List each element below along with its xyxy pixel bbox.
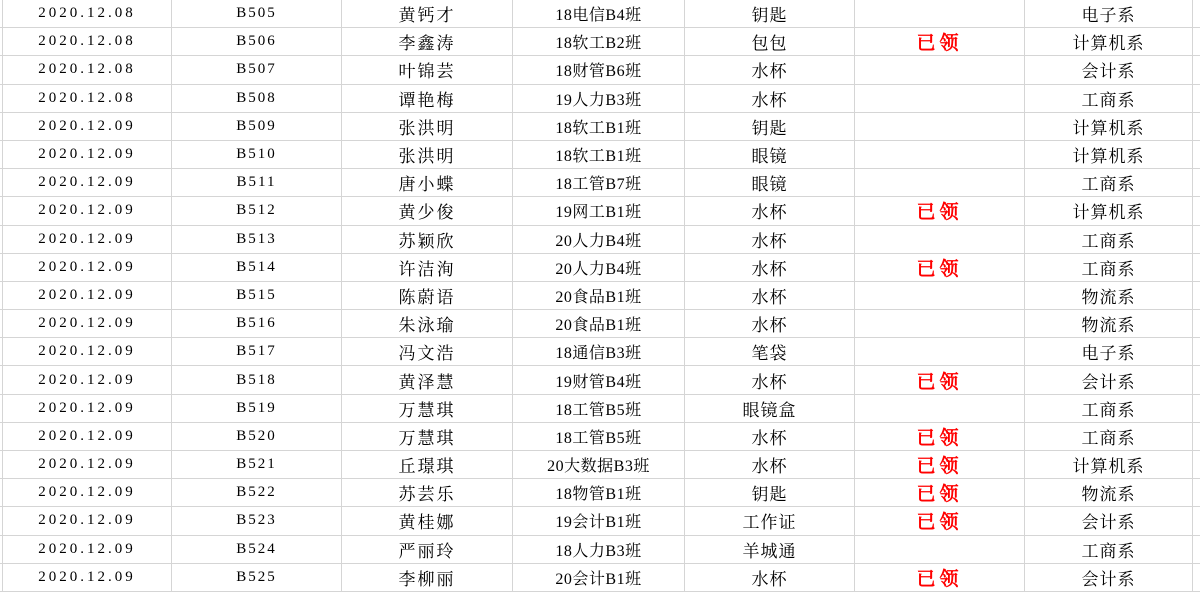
edge-sliver-cell <box>1193 28 1200 55</box>
cell-department[interactable]: 电子系 <box>1025 0 1193 27</box>
cell-name[interactable]: 黄钙才 <box>342 0 513 27</box>
cell-claim-status[interactable] <box>855 0 1025 27</box>
cell-id[interactable]: B507 <box>172 56 342 83</box>
cell-name[interactable]: 叶锦芸 <box>342 56 513 83</box>
cell-class[interactable]: 18软工B1班 <box>513 141 685 168</box>
cell-department[interactable]: 会计系 <box>1025 366 1193 393</box>
cell-item[interactable]: 水杯 <box>685 226 855 253</box>
cell-date[interactable]: 2020.12.09 <box>3 113 172 140</box>
cell-item[interactable]: 眼镜盒 <box>685 395 855 422</box>
cell-item[interactable]: 钥匙 <box>685 113 855 140</box>
cell-id[interactable]: B513 <box>172 226 342 253</box>
cell-department[interactable]: 计算机系 <box>1025 451 1193 478</box>
edge-sliver-cell <box>1193 113 1200 140</box>
cell-claim-status[interactable] <box>855 56 1025 83</box>
cell-name[interactable]: 张洪明 <box>342 113 513 140</box>
cell-department[interactable]: 工商系 <box>1025 395 1193 422</box>
cell-item[interactable]: 包包 <box>685 28 855 55</box>
cell-item[interactable]: 水杯 <box>685 254 855 281</box>
edge-sliver-cell <box>1193 254 1200 281</box>
cell-item[interactable]: 水杯 <box>685 564 855 591</box>
cell-department[interactable]: 物流系 <box>1025 310 1193 337</box>
cell-id[interactable]: B514 <box>172 254 342 281</box>
cell-claim-status[interactable] <box>855 282 1025 309</box>
cell-class[interactable]: 18电信B4班 <box>513 0 685 27</box>
cell-item[interactable]: 水杯 <box>685 56 855 83</box>
cell-department[interactable]: 计算机系 <box>1025 141 1193 168</box>
cell-id[interactable]: B512 <box>172 197 342 224</box>
cell-claim-status[interactable]: 已领 <box>855 451 1025 478</box>
table-row <box>0 197 1200 225</box>
cell-claim-status[interactable]: 已领 <box>855 479 1025 506</box>
cell-claim-status[interactable]: 已领 <box>855 197 1025 224</box>
cell-claim-status[interactable] <box>855 113 1025 140</box>
cell-claim-status[interactable]: 已领 <box>855 507 1025 534</box>
cell-name[interactable]: 冯文浩 <box>342 338 513 365</box>
cell-department[interactable]: 工商系 <box>1025 254 1193 281</box>
cell-name[interactable]: 唐小蝶 <box>342 169 513 196</box>
table-row <box>0 56 1200 84</box>
edge-sliver-cell <box>1193 338 1200 365</box>
table-row <box>0 423 1200 451</box>
cell-item[interactable]: 水杯 <box>685 197 855 224</box>
cell-date[interactable]: 2020.12.09 <box>3 536 172 563</box>
cell-name[interactable]: 苏颖欣 <box>342 226 513 253</box>
table-row <box>0 169 1200 197</box>
cell-item[interactable]: 笔袋 <box>685 338 855 365</box>
cell-id[interactable]: B515 <box>172 282 342 309</box>
edge-sliver-cell <box>1193 536 1200 563</box>
cell-date[interactable]: 2020.12.09 <box>3 423 172 450</box>
table-row <box>0 479 1200 507</box>
table-row <box>0 338 1200 366</box>
cell-department[interactable]: 电子系 <box>1025 338 1193 365</box>
cell-date[interactable]: 2020.12.09 <box>3 254 172 281</box>
cell-department[interactable]: 物流系 <box>1025 479 1193 506</box>
cell-date[interactable]: 2020.12.09 <box>3 197 172 224</box>
table-row <box>0 85 1200 113</box>
cell-claim-status[interactable] <box>855 395 1025 422</box>
cell-name[interactable]: 黄泽慧 <box>342 366 513 393</box>
cell-class[interactable]: 20人力B4班 <box>513 254 685 281</box>
cell-department[interactable]: 计算机系 <box>1025 197 1193 224</box>
cell-date[interactable]: 2020.12.09 <box>3 282 172 309</box>
cell-department[interactable]: 工商系 <box>1025 423 1193 450</box>
cell-class[interactable]: 20会计B1班 <box>513 564 685 591</box>
cell-id[interactable]: B506 <box>172 28 342 55</box>
cell-department[interactable]: 工商系 <box>1025 85 1193 112</box>
cell-date[interactable]: 2020.12.08 <box>3 28 172 55</box>
cell-name[interactable]: 严丽玲 <box>342 536 513 563</box>
edge-sliver-cell <box>1193 0 1200 27</box>
cell-name[interactable]: 万慧琪 <box>342 423 513 450</box>
cell-department[interactable]: 会计系 <box>1025 564 1193 591</box>
cell-date[interactable]: 2020.12.09 <box>3 564 172 591</box>
cell-item[interactable]: 水杯 <box>685 310 855 337</box>
table-row <box>0 366 1200 394</box>
cell-department[interactable]: 计算机系 <box>1025 113 1193 140</box>
cell-department[interactable]: 会计系 <box>1025 507 1193 534</box>
cell-item[interactable]: 钥匙 <box>685 0 855 27</box>
table-row <box>0 113 1200 141</box>
cell-claim-status[interactable]: 已领 <box>855 423 1025 450</box>
cell-id[interactable]: B523 <box>172 507 342 534</box>
cell-claim-status[interactable] <box>855 169 1025 196</box>
cell-id[interactable]: B519 <box>172 395 342 422</box>
cell-item[interactable]: 眼镜 <box>685 141 855 168</box>
cell-item[interactable]: 钥匙 <box>685 479 855 506</box>
cell-name[interactable]: 许洁洵 <box>342 254 513 281</box>
cell-date[interactable]: 2020.12.09 <box>3 338 172 365</box>
cell-name[interactable]: 朱泳瑜 <box>342 310 513 337</box>
table-row <box>0 507 1200 535</box>
cell-id[interactable]: B522 <box>172 479 342 506</box>
table-row <box>0 28 1200 56</box>
cell-date[interactable]: 2020.12.08 <box>3 0 172 27</box>
cell-name[interactable]: 李鑫涛 <box>342 28 513 55</box>
cell-id[interactable]: B505 <box>172 0 342 27</box>
cell-class[interactable]: 18人力B3班 <box>513 536 685 563</box>
edge-sliver-cell <box>1193 226 1200 253</box>
cell-claim-status[interactable] <box>855 85 1025 112</box>
table-row <box>0 141 1200 169</box>
edge-sliver-cell <box>1193 169 1200 196</box>
cell-class[interactable]: 18工管B5班 <box>513 423 685 450</box>
cell-department[interactable]: 工商系 <box>1025 536 1193 563</box>
cell-id[interactable]: B509 <box>172 113 342 140</box>
cell-class[interactable]: 20食品B1班 <box>513 310 685 337</box>
cell-claim-status[interactable] <box>855 141 1025 168</box>
cell-name[interactable]: 李柳丽 <box>342 564 513 591</box>
cell-name[interactable]: 陈蔚语 <box>342 282 513 309</box>
cell-id[interactable]: B518 <box>172 366 342 393</box>
cell-date[interactable]: 2020.12.09 <box>3 141 172 168</box>
cell-name[interactable]: 万慧琪 <box>342 395 513 422</box>
table-row <box>0 395 1200 423</box>
cell-department[interactable]: 物流系 <box>1025 282 1193 309</box>
cell-item[interactable]: 水杯 <box>685 366 855 393</box>
cell-date[interactable]: 2020.12.09 <box>3 226 172 253</box>
cell-id[interactable]: B521 <box>172 451 342 478</box>
cell-class[interactable]: 18软工B1班 <box>513 113 685 140</box>
cell-date[interactable]: 2020.12.09 <box>3 507 172 534</box>
cell-claim-status[interactable] <box>855 310 1025 337</box>
cell-date[interactable]: 2020.12.09 <box>3 479 172 506</box>
edge-sliver-cell <box>1193 366 1200 393</box>
cell-class[interactable]: 20人力B4班 <box>513 226 685 253</box>
cell-class[interactable]: 19财管B4班 <box>513 366 685 393</box>
table-row <box>0 0 1200 28</box>
cell-date[interactable]: 2020.12.09 <box>3 395 172 422</box>
cell-id[interactable]: B508 <box>172 85 342 112</box>
cell-department[interactable]: 工商系 <box>1025 226 1193 253</box>
edge-sliver-cell <box>1193 564 1200 591</box>
cell-name[interactable]: 张洪明 <box>342 141 513 168</box>
table-row <box>0 451 1200 479</box>
cell-id[interactable]: B516 <box>172 310 342 337</box>
table-row <box>0 254 1200 282</box>
cell-class[interactable]: 18工管B5班 <box>513 395 685 422</box>
cell-name[interactable]: 丘璟琪 <box>342 451 513 478</box>
cell-item[interactable]: 水杯 <box>685 85 855 112</box>
cell-claim-status[interactable] <box>855 226 1025 253</box>
cell-department[interactable]: 计算机系 <box>1025 28 1193 55</box>
cell-item[interactable]: 眼镜 <box>685 169 855 196</box>
cell-claim-status[interactable]: 已领 <box>855 366 1025 393</box>
edge-sliver-cell <box>1193 197 1200 224</box>
cell-date[interactable]: 2020.12.09 <box>3 310 172 337</box>
table-row <box>0 310 1200 338</box>
cell-class[interactable]: 20食品B1班 <box>513 282 685 309</box>
cell-claim-status[interactable]: 已领 <box>855 28 1025 55</box>
cell-id[interactable]: B517 <box>172 338 342 365</box>
edge-sliver-cell <box>1193 310 1200 337</box>
cell-department[interactable]: 工商系 <box>1025 169 1193 196</box>
table-row <box>0 282 1200 310</box>
edge-sliver-cell <box>1193 423 1200 450</box>
edge-sliver-cell <box>1193 85 1200 112</box>
cell-item[interactable]: 羊城通 <box>685 536 855 563</box>
table-row <box>0 564 1200 592</box>
edge-sliver-cell <box>1193 141 1200 168</box>
edge-sliver-cell <box>1193 479 1200 506</box>
cell-item[interactable]: 水杯 <box>685 282 855 309</box>
cell-id[interactable]: B525 <box>172 564 342 591</box>
cell-date[interactable]: 2020.12.08 <box>3 56 172 83</box>
cell-claim-status[interactable] <box>855 536 1025 563</box>
cell-class[interactable]: 19人力B3班 <box>513 85 685 112</box>
edge-sliver-cell <box>1193 395 1200 422</box>
cell-date[interactable]: 2020.12.09 <box>3 451 172 478</box>
cell-claim-status[interactable]: 已领 <box>855 564 1025 591</box>
cell-name[interactable]: 黄桂娜 <box>342 507 513 534</box>
cell-class[interactable]: 18软工B2班 <box>513 28 685 55</box>
cell-claim-status[interactable]: 已领 <box>855 254 1025 281</box>
cell-id[interactable]: B524 <box>172 536 342 563</box>
edge-sliver-cell <box>1193 507 1200 534</box>
cell-item[interactable]: 水杯 <box>685 451 855 478</box>
cell-name[interactable]: 黄少俊 <box>342 197 513 224</box>
edge-sliver-cell <box>1193 451 1200 478</box>
cell-class[interactable]: 18财管B6班 <box>513 56 685 83</box>
table-row <box>0 536 1200 564</box>
edge-sliver-cell <box>1193 56 1200 83</box>
cell-item[interactable]: 工作证 <box>685 507 855 534</box>
cell-item[interactable]: 水杯 <box>685 423 855 450</box>
cell-class[interactable]: 19网工B1班 <box>513 197 685 224</box>
cell-date[interactable]: 2020.12.08 <box>3 85 172 112</box>
cell-id[interactable]: B520 <box>172 423 342 450</box>
edge-sliver-cell <box>1193 282 1200 309</box>
cell-id[interactable]: B511 <box>172 169 342 196</box>
cell-class[interactable]: 18工管B7班 <box>513 169 685 196</box>
cell-date[interactable]: 2020.12.09 <box>3 169 172 196</box>
cell-class[interactable]: 18通信B3班 <box>513 338 685 365</box>
cell-class[interactable]: 20大数据B3班 <box>513 451 685 478</box>
table-row <box>0 226 1200 254</box>
cell-date[interactable]: 2020.12.09 <box>3 366 172 393</box>
cell-class[interactable]: 19会计B1班 <box>513 507 685 534</box>
cell-id[interactable]: B510 <box>172 141 342 168</box>
cell-name[interactable]: 谭艳梅 <box>342 85 513 112</box>
cell-claim-status[interactable] <box>855 338 1025 365</box>
cell-name[interactable]: 苏芸乐 <box>342 479 513 506</box>
cell-department[interactable]: 会计系 <box>1025 56 1193 83</box>
cell-class[interactable]: 18物管B1班 <box>513 479 685 506</box>
